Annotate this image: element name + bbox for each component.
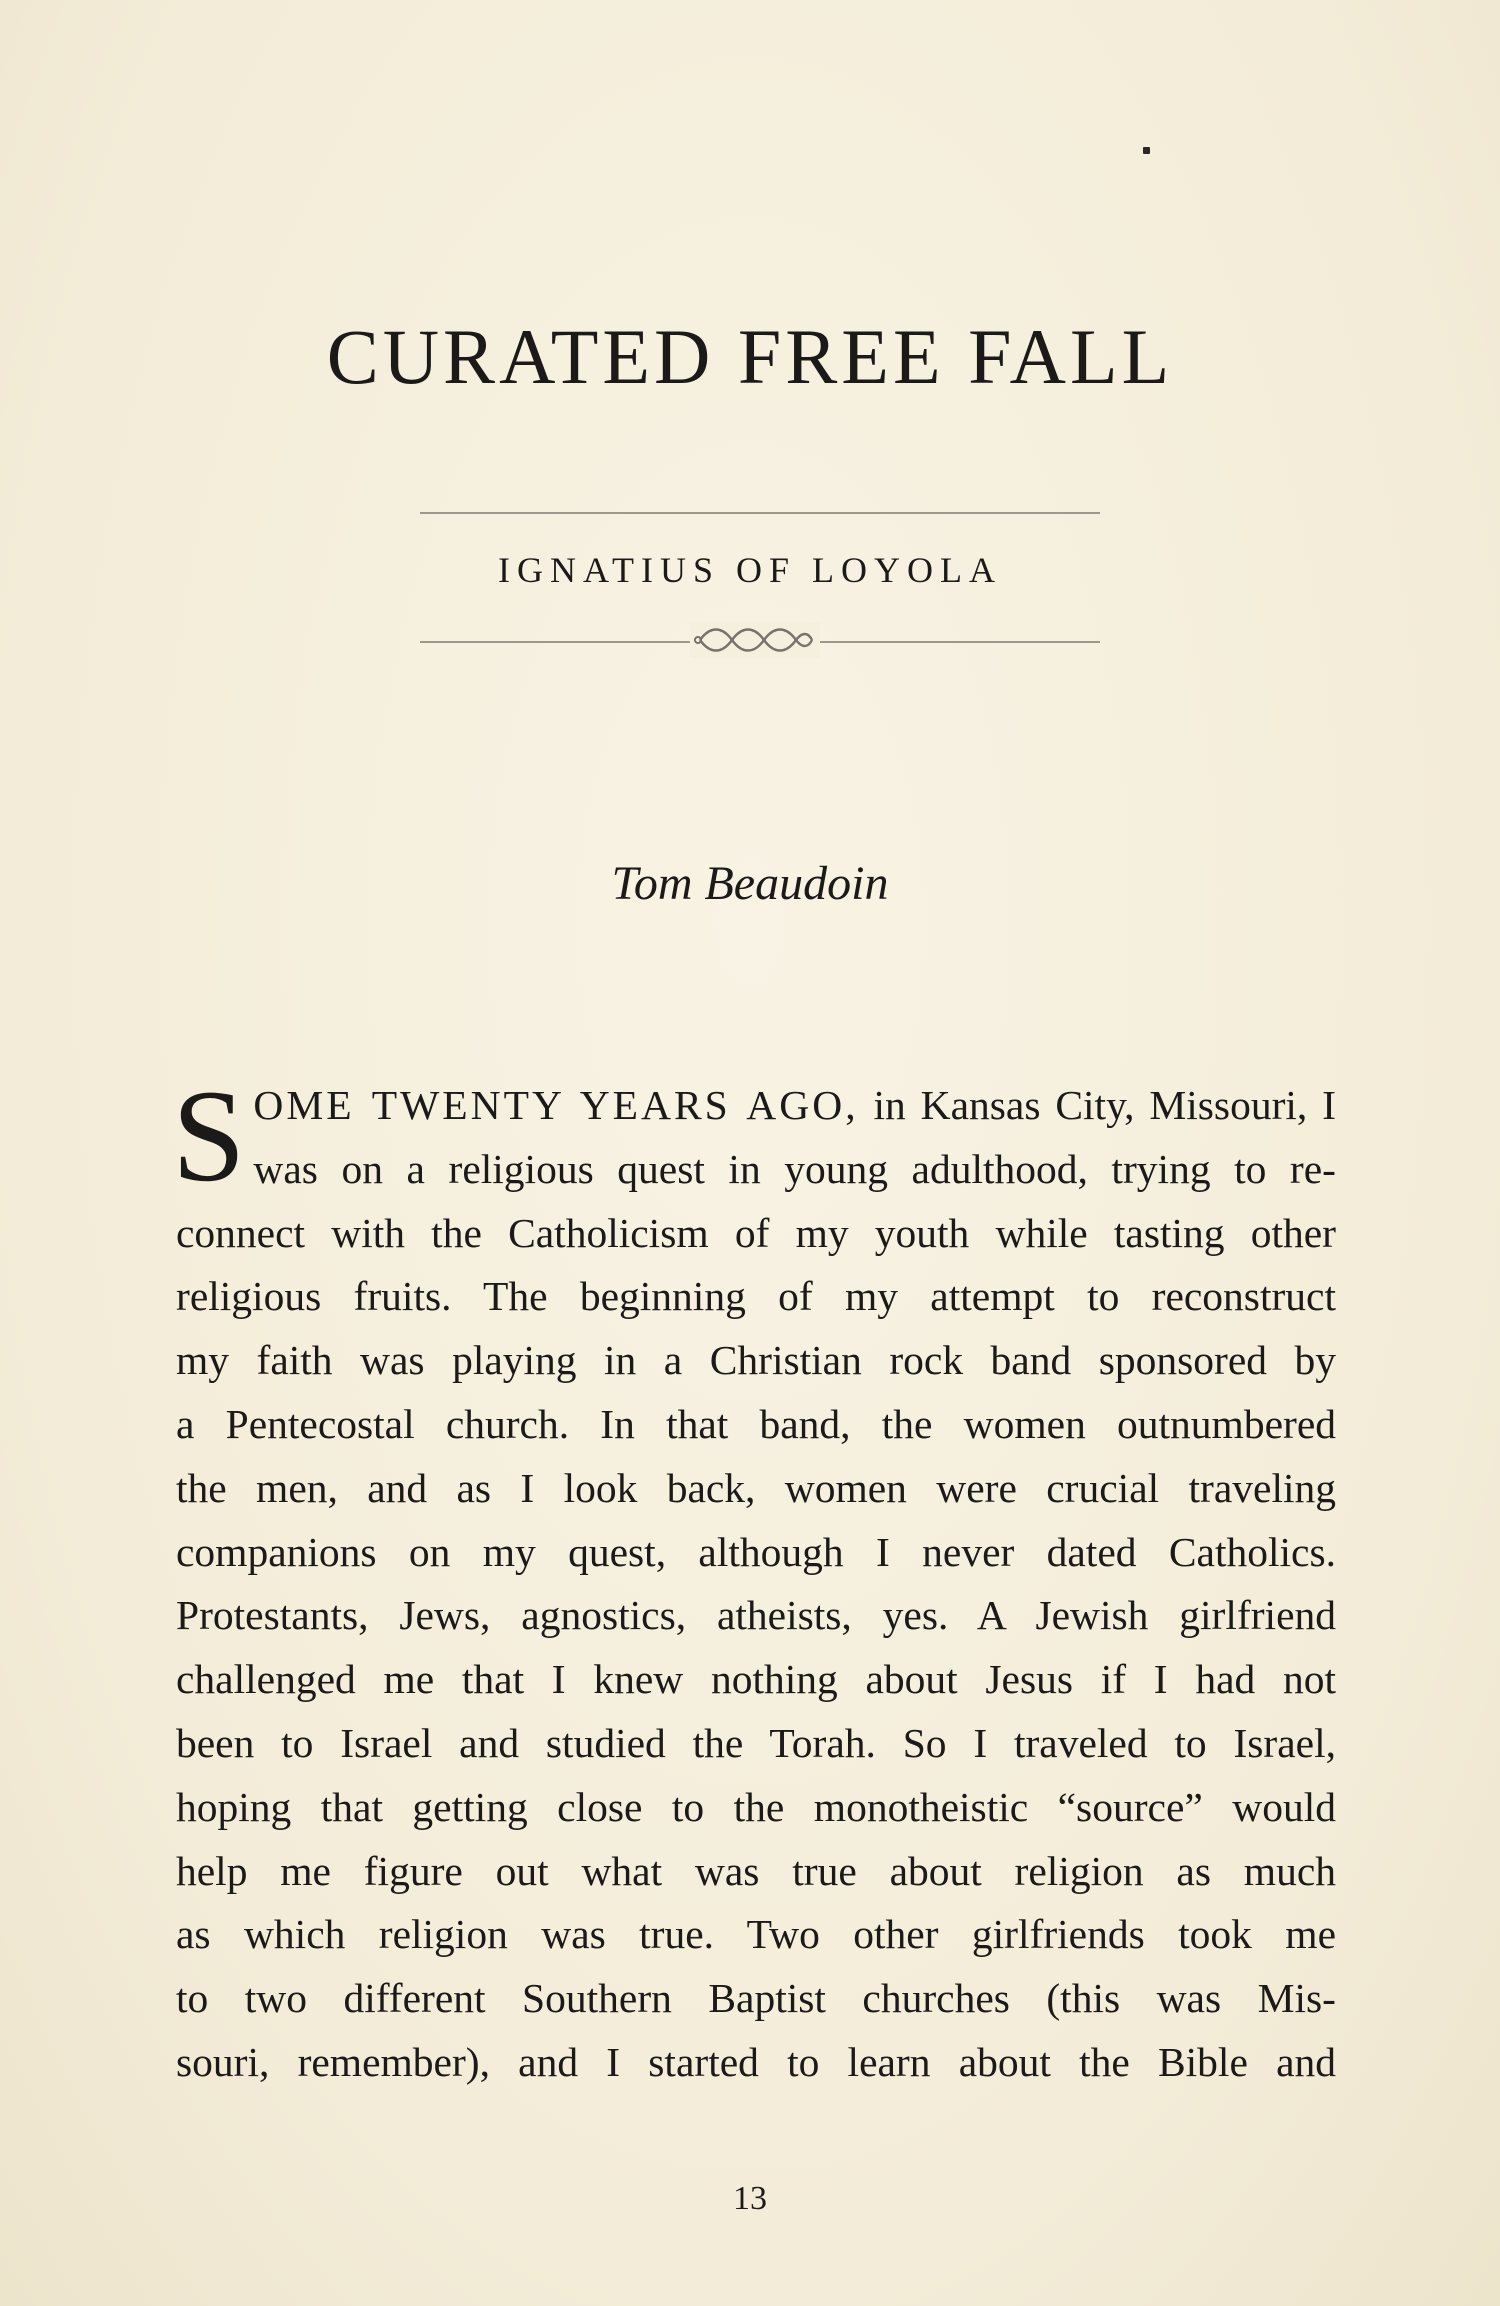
text-line-segment: in Kansas City, Missouri, I [858,1082,1336,1128]
text-line: Protestants, Jews, agnostics, atheists, yes. A Jewish girlfriend [176,1592,1336,1639]
text-line: hoping that getting close to the monotheistic “source” would [176,1783,1336,1830]
text-line: companions on my quest, although I never dated Catholics. [176,1528,1336,1575]
text-line: the men, and as I look back, women were crucial traveling [176,1464,1336,1511]
opening-small-caps: OME TWENTY YEARS AGO, [253,1082,859,1128]
text-line: souri, remember), and I started to learn about the Bible and [176,2038,1336,2085]
body-paragraph [172,1062,1336,2095]
text-line: to two different Southern Baptist churches (this was Mis- [176,1975,1336,2022]
text-line [176,1074,1336,1138]
knot-ornament-icon [690,622,820,658]
drop-cap: S [172,1062,246,1209]
text-line: challenged me that I knew nothing about Jesus if I had not [176,1656,1336,1703]
text-line: connect with the Catholicism of my youth while tasting other [176,1209,1336,1256]
author-name: Tom Beaudoin [611,857,889,910]
text-line: a Pentecostal church. In that band, the women outnumbered [176,1400,1336,1447]
chapter-subtitle: IGNATIUS OF LOYOLA [498,550,1002,590]
page-number: 13 [733,2180,767,2217]
text-line: religious fruits. The beginning of my attempt to reconstruct [176,1273,1336,1320]
ink-speck [1143,147,1150,154]
text-line: my faith was playing in a Christian rock band sponsored by [176,1337,1336,1384]
text-line: help me figure out what was true about religion as much [176,1847,1336,1894]
chapter-title: CURATED FREE FALL [326,313,1174,400]
text-line: as which religion was true. Two other girlfriends took me [176,1911,1336,1958]
text-line: been to Israel and studied the Torah. So I traveled to Israel, [176,1719,1336,1766]
text-line: was on a religious quest in young adulthood, trying to re- [253,1145,1336,1192]
divider-rule-top [420,512,1100,514]
